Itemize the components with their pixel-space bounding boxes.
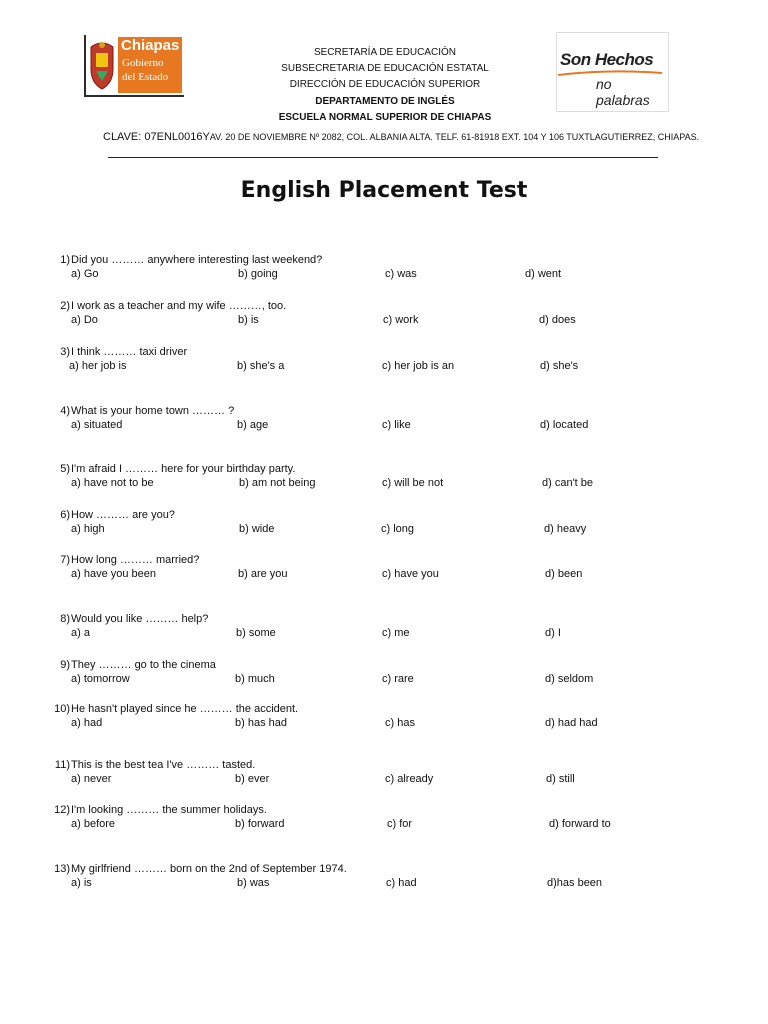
question-number: 8) — [60, 613, 70, 625]
option-c: c) work — [383, 314, 419, 326]
option-d: d) she's — [540, 360, 579, 372]
option-a: a) never — [71, 773, 112, 785]
option-d: d) went — [525, 268, 562, 280]
clave-label: CLAVE: 07ENL0016Y — [103, 131, 210, 143]
option-d: d)has been — [547, 877, 603, 889]
header-line-2: SUBSECRETARIA DE EDUCACIÓN ESTATAL — [281, 63, 489, 74]
option-b: b) wide — [239, 523, 275, 535]
address-text: AV. 20 DE NOVIEMBRE Nº 2082, COL. ALBANIA ALTA. TELF. 61-81918 EXT. 104 Y 106 TUXTLAGUTIERREZ, CHIAPAS. — [209, 132, 700, 142]
logo-text-line3: del Estado — [122, 71, 169, 83]
option-c: c) has — [385, 717, 415, 729]
option-a: a) before — [71, 818, 116, 830]
option-c: c) rare — [382, 673, 414, 685]
option-b: b) are you — [238, 568, 288, 580]
option-a: a) tomorrow — [71, 673, 130, 685]
option-d: d) can't be — [542, 477, 594, 489]
question-stem: How ……… are you? — [71, 509, 175, 521]
option-c: c) was — [385, 268, 417, 280]
header-line-1: SECRETARÍA DE EDUCACIÓN — [313, 47, 457, 58]
option-b: b) she's a — [237, 360, 285, 372]
question-number: 3) — [60, 346, 70, 358]
option-b: b) is — [238, 314, 259, 326]
option-d: d) forward to — [549, 818, 611, 830]
question-stem: He hasn't played since he ……… the accident. — [71, 703, 299, 715]
question-number: 10) — [54, 703, 70, 715]
question-stem: This is the best tea I've ……… tasted. — [71, 759, 256, 771]
option-d: d) located — [540, 419, 589, 431]
header-line-4: DEPARTAMENTO DE INGLÉS — [315, 96, 455, 107]
question-stem: I'm looking ……… the summer holidays. — [71, 804, 267, 816]
question-number: 2) — [60, 300, 70, 312]
option-c: c) have you — [382, 568, 439, 580]
question-stem: My girlfriend ……… born on the 2nd of September 1974. — [71, 863, 347, 875]
option-b: b) ever — [235, 773, 270, 785]
header-line-5: ESCUELA NORMAL SUPERIOR DE CHIAPAS — [278, 112, 492, 123]
school-address — [103, 131, 700, 143]
option-c: c) like — [382, 419, 411, 431]
option-c: c) will be not — [382, 477, 444, 489]
option-d: d) I — [545, 627, 561, 639]
question-stem: Did you ……… anywhere interesting last weekend? — [71, 254, 323, 266]
option-d: d) seldom — [545, 673, 594, 685]
question-stem: What is your home town ……… ? — [71, 405, 235, 417]
option-c: c) long — [381, 523, 415, 535]
option-a: a) have not to be — [71, 477, 154, 489]
option-d: d) does — [539, 314, 576, 326]
question-stem: How long ……… married? — [71, 554, 200, 566]
option-a: a) have you been — [71, 568, 157, 580]
question-stem: They ……… go to the cinema — [71, 659, 216, 671]
option-d: d) heavy — [544, 523, 587, 535]
question-number: 9) — [60, 659, 70, 671]
option-b: b) age — [237, 419, 269, 431]
option-a: a) a — [71, 627, 90, 639]
option-c: c) me — [382, 627, 410, 639]
page-title: English Placement Test — [240, 178, 528, 203]
option-c: c) her job is an — [382, 360, 455, 372]
chiapas-government-logo — [84, 35, 184, 97]
option-b: b) was — [237, 877, 270, 889]
option-a: a) is — [71, 877, 92, 889]
option-d: d) been — [545, 568, 583, 580]
coat-of-arms-icon — [88, 39, 116, 91]
slogan-line2: no palabras — [596, 76, 650, 108]
question-stem: I think ……… taxi driver — [71, 346, 188, 358]
option-a: a) Go — [71, 268, 99, 280]
question-stem: Would you like ……… help? — [71, 613, 209, 625]
option-b: b) has had — [235, 717, 287, 729]
son-hechos-logo — [556, 32, 669, 112]
option-a: a) situated — [71, 419, 123, 431]
question-number: 13) — [54, 863, 70, 875]
option-c: c) for — [387, 818, 413, 830]
option-b: b) forward — [235, 818, 285, 830]
option-b: b) some — [236, 627, 276, 639]
question-number: 5) — [60, 463, 70, 475]
option-a: a) had — [71, 717, 103, 729]
option-c: c) already — [385, 773, 434, 785]
option-b: b) am not being — [239, 477, 316, 489]
question-stem: I'm afraid I ……… here for your birthday party. — [71, 463, 296, 475]
option-a: a) her job is — [69, 360, 127, 372]
option-d: d) had had — [545, 717, 598, 729]
option-a: a) Do — [71, 314, 98, 326]
header-line-3: DIRECCIÓN DE EDUCACIÓN SUPERIOR — [289, 79, 481, 90]
question-number: 6) — [60, 509, 70, 521]
slogan-line1: Son Hechos — [560, 50, 654, 69]
question-number: 11) — [54, 759, 70, 771]
question-number: 7) — [60, 554, 70, 566]
question-stem: I work as a teacher and my wife ………, too. — [71, 300, 287, 312]
question-number: 12) — [54, 804, 70, 816]
option-c: c) had — [386, 877, 417, 889]
header-divider — [108, 157, 658, 158]
option-d: d) still — [546, 773, 575, 785]
question-number: 4) — [60, 405, 70, 417]
option-b: b) much — [235, 673, 275, 685]
option-a: a) high — [71, 523, 105, 535]
logo-text-line2: Gobierno — [122, 57, 164, 69]
question-number: 1) — [60, 254, 70, 266]
option-b: b) going — [238, 268, 278, 280]
logo-text-line1: Chiapas — [121, 37, 180, 54]
